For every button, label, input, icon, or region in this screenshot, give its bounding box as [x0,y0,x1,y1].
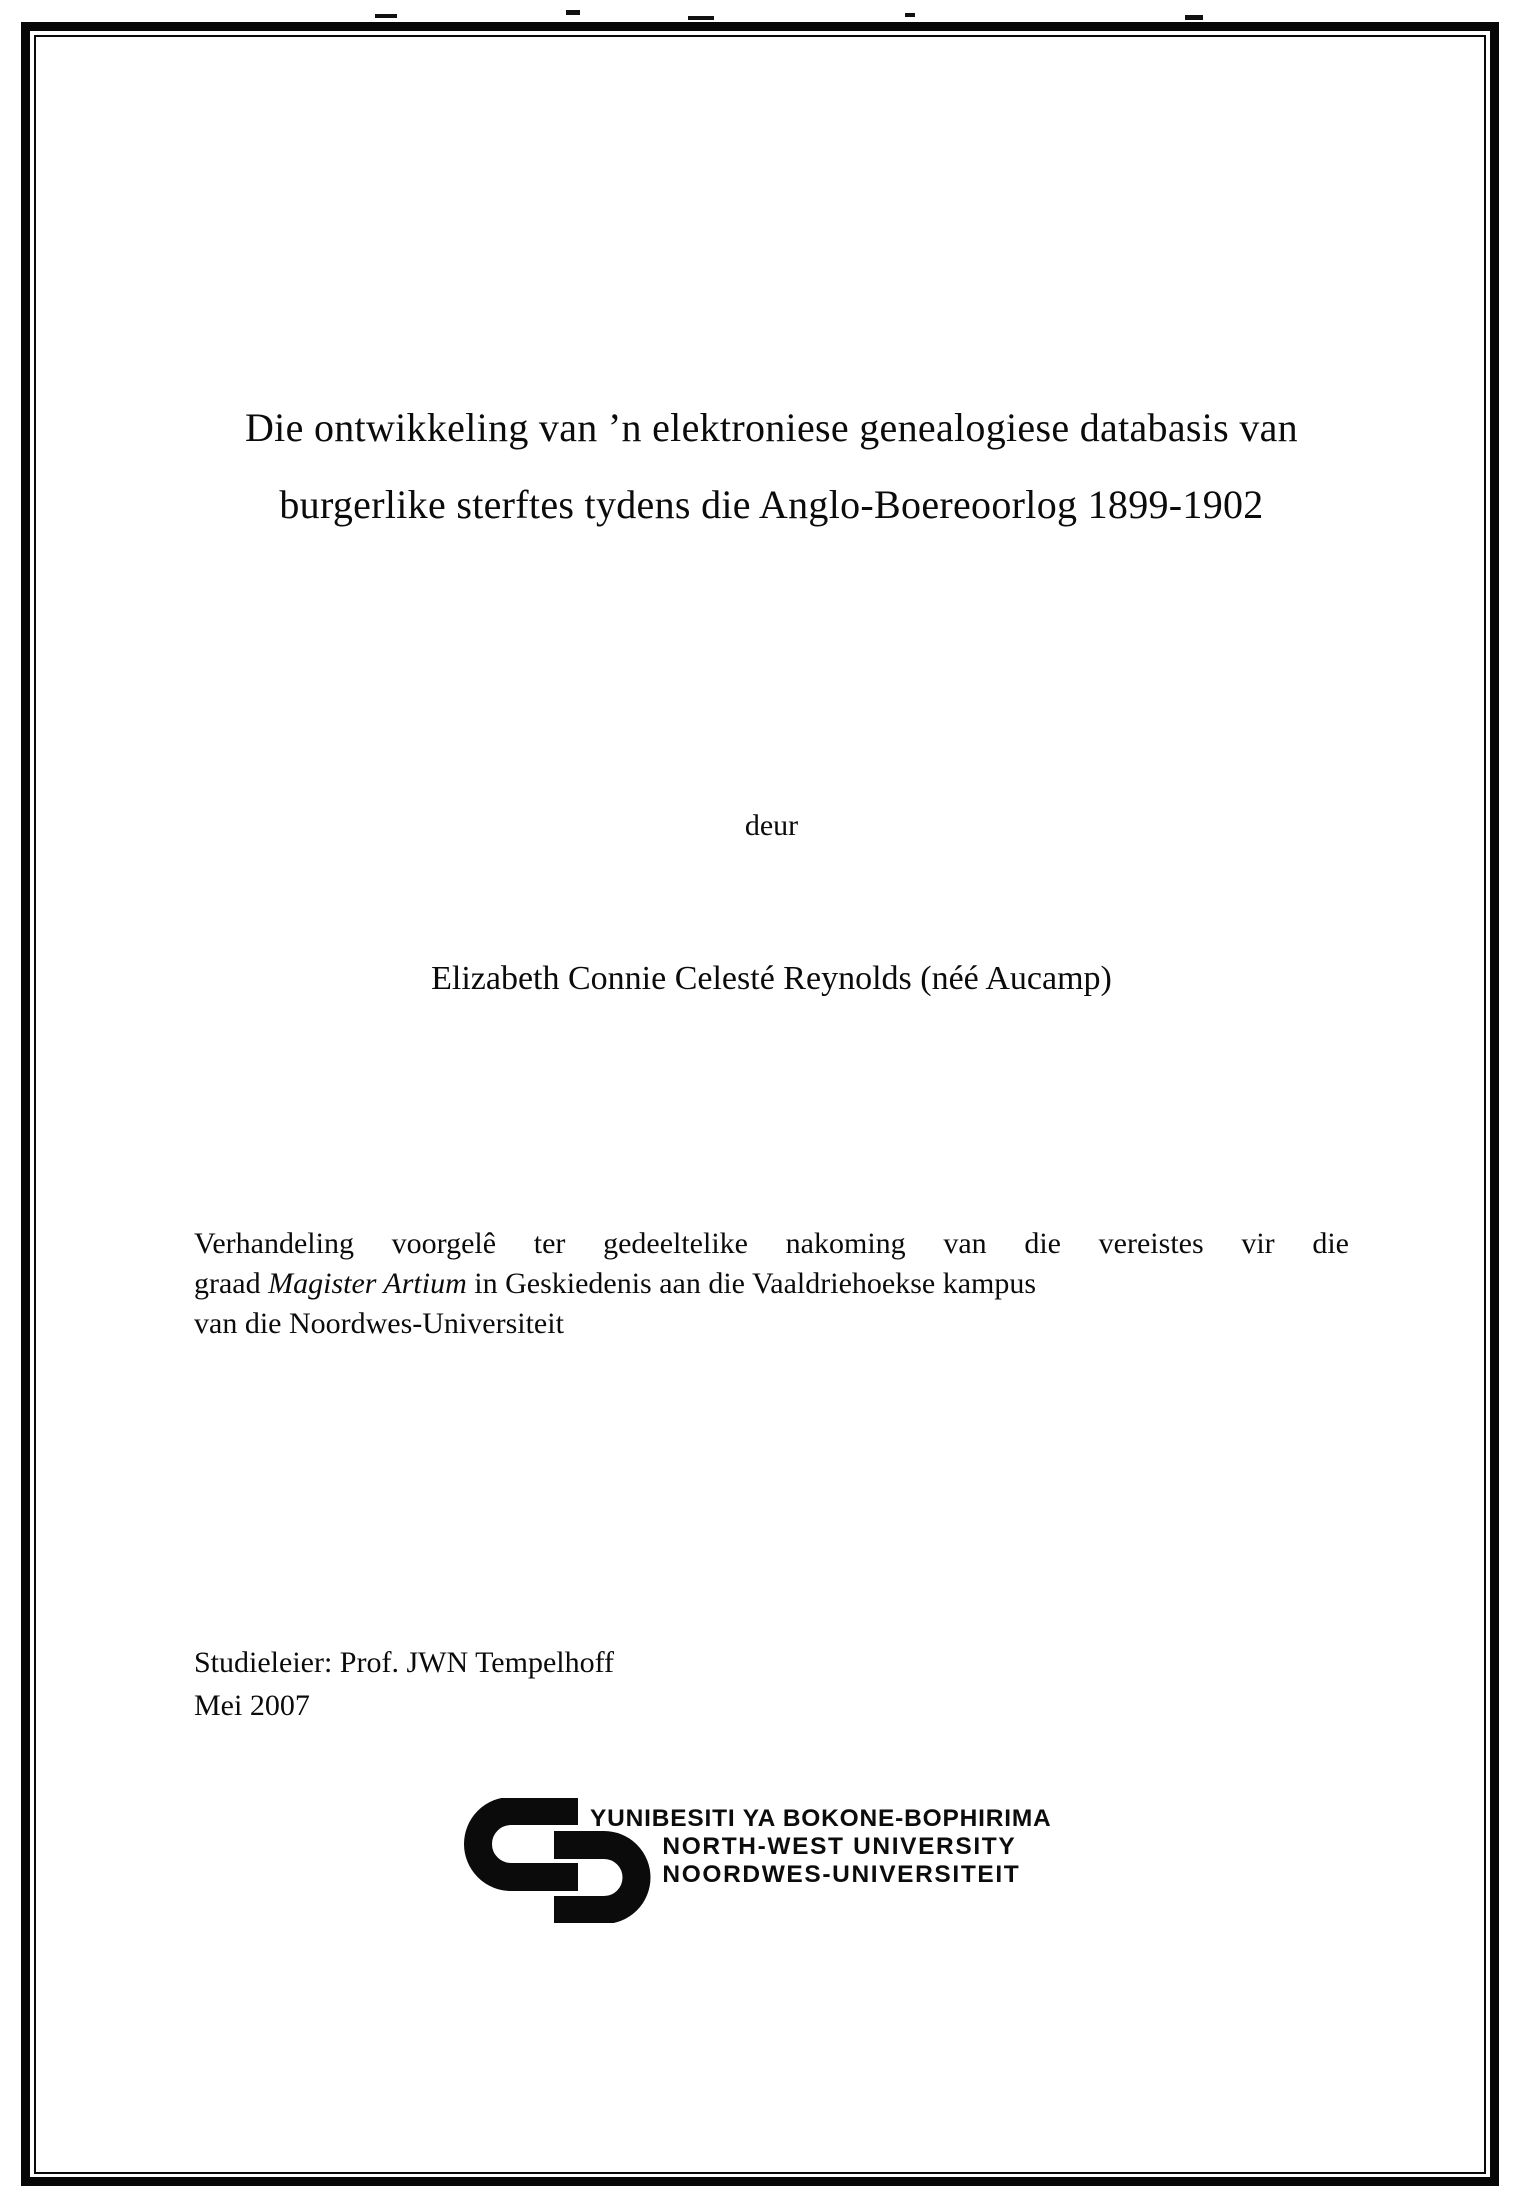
degree-line-2-suffix: in Geskiedenis aan die Vaaldriehoekse kampus [466,1267,1037,1300]
date-line: Mei 2007 [194,1689,310,1722]
scan-artifact [905,13,915,17]
logo-name-english: NORTH-WEST UNIVERSITY [662,1833,1017,1860]
supervisor-line: Studieleier: Prof. JWN Tempelhoff [194,1646,615,1679]
thesis-title [194,389,1349,543]
degree-line-2-prefix: graad [194,1267,269,1300]
scan-artifact [375,14,397,18]
university-logo [462,1796,1182,1931]
author-name: Elizabeth Connie Celesté Reynolds (néé Aucamp) [431,960,1112,997]
scan-artifact [688,16,714,20]
degree-statement-line-3: van die Noordwes-Universiteit [194,1307,564,1340]
university-logo-text [590,1805,1052,1889]
logo-name-afrikaans: NOORDWES-UNIVERSITEIT [662,1861,1021,1888]
scan-artifact [566,10,580,15]
supervisor-block [194,1641,1349,1727]
title-line-1: Die ontwikkeling van ’n elektroniese genealogiese databasis van [244,405,1298,450]
logo-name-setswana: YUNIBESITI YA BOKONE-BOPHIRIMA [590,1805,1052,1832]
byline-label: deur [744,809,799,842]
degree-name-italic: Magister Artium [268,1267,467,1300]
degree-statement-line-2 [194,1264,1349,1304]
title-line-2: burgerlike sterftes tydens die Anglo-Boereoorlog 1899-1902 [279,482,1264,527]
scan-artifact [1185,15,1203,20]
degree-statement-line-1: Verhandeling voorgelê ter gedeeltelike nakoming van die vereistes vir die [194,1227,1349,1260]
degree-statement [194,1224,1349,1344]
